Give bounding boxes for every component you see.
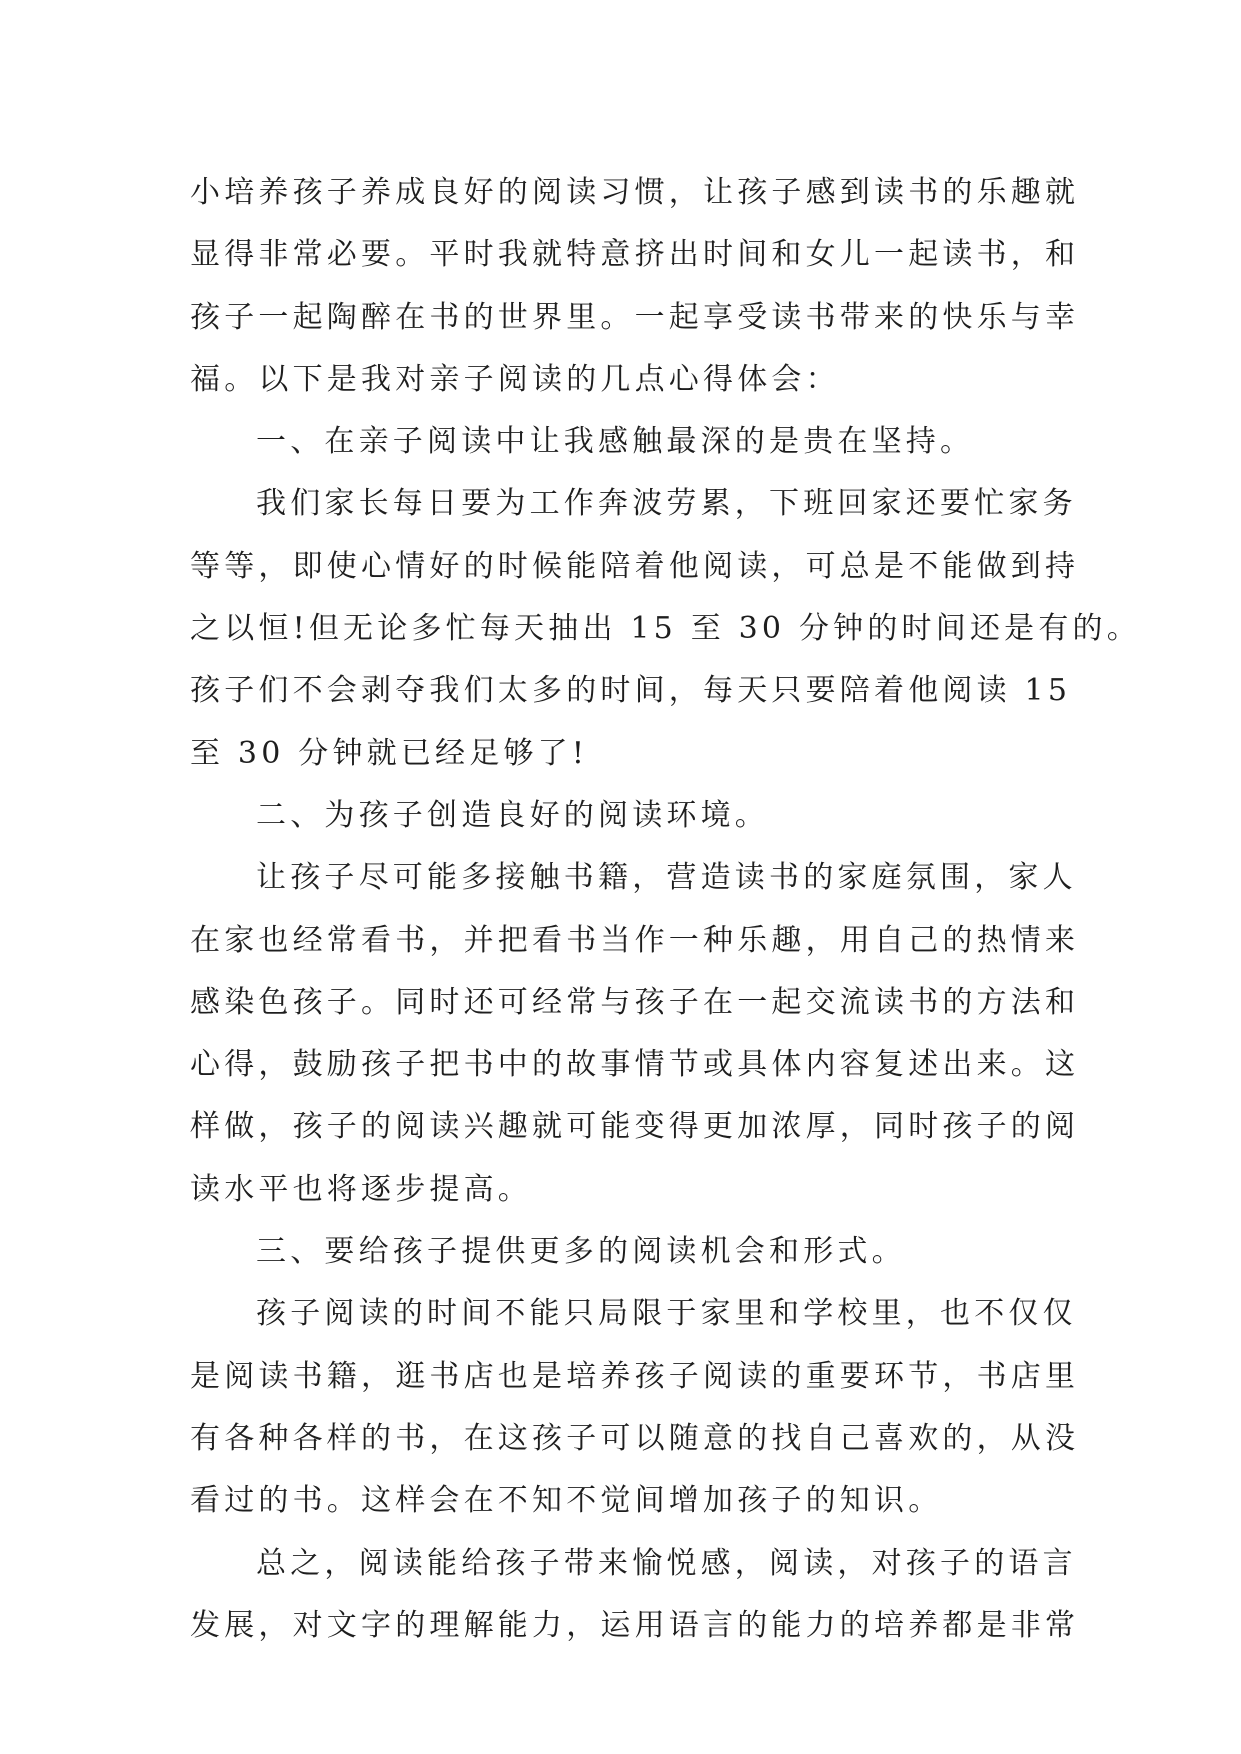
section-heading-2: 二、为孩子创造良好的阅读环境。 (256, 797, 769, 833)
text-line: 读水平也将逐步提高。 (190, 1171, 532, 1207)
text-line: 让孩子尽可能多接触书籍，营造读书的家庭氛围，家人 (256, 860, 1077, 896)
text-line: 至 30 分钟就已经足够了! (190, 735, 589, 771)
document-body (190, 162, 1141, 1657)
section-heading-1: 一、在亲子阅读中让我感触最深的是贵在坚持。 (256, 424, 975, 460)
section-heading-3: 三、要给孩子提供更多的阅读机会和形式。 (256, 1234, 906, 1270)
text-line: 孩子阅读的时间不能只局限于家里和学校里，也不仅仅 (256, 1296, 1077, 1332)
text-line: 之以恒!但无论多忙每天抽出 15 至 30 分钟的时间还是有的。 (190, 611, 1141, 647)
text-line: 福。以下是我对亲子阅读的几点心得体会： (190, 361, 840, 397)
text-line: 在家也经常看书，并把看书当作一种乐趣，用自己的热情来 (190, 922, 1080, 958)
text-line: 等等，即使心情好的时候能陪着他阅读，可总是不能做到持 (190, 548, 1080, 584)
text-line: 感染色孩子。同时还可经常与孩子在一起交流读书的方法和 (190, 984, 1080, 1020)
text-line: 看过的书。这样会在不知不觉间增加孩子的知识。 (190, 1483, 943, 1519)
text-line: 小培养孩子养成良好的阅读习惯，让孩子感到读书的乐趣就 (190, 175, 1080, 210)
text-line: 我们家长每日要为工作奔波劳累，下班回家还要忙家务 (256, 486, 1077, 522)
text-line: 是阅读书籍，逛书店也是培养孩子阅读的重要环节，书店里 (190, 1358, 1080, 1394)
text-line: 样做，孩子的阅读兴趣就可能变得更加浓厚，同时孩子的阅 (190, 1109, 1080, 1145)
text-line: 孩子一起陶醉在书的世界里。一起享受读书带来的快乐与幸 (190, 299, 1080, 335)
text-line: 总之，阅读能给孩子带来愉悦感，阅读，对孩子的语言 (256, 1545, 1077, 1581)
text-line: 孩子们不会剥夺我们太多的时间，每天只要陪着他阅读 15 (190, 673, 1072, 709)
text-line: 心得，鼓励孩子把书中的故事情节或具体内容复述出来。这 (190, 1047, 1080, 1083)
text-line: 发展，对文字的理解能力，运用语言的能力的培养都是非常 (190, 1607, 1080, 1643)
text-line: 显得非常必要。平时我就特意挤出时间和女儿一起读书，和 (190, 237, 1080, 273)
text-line: 有各种各样的书，在这孩子可以随意的找自己喜欢的，从没 (190, 1420, 1080, 1456)
